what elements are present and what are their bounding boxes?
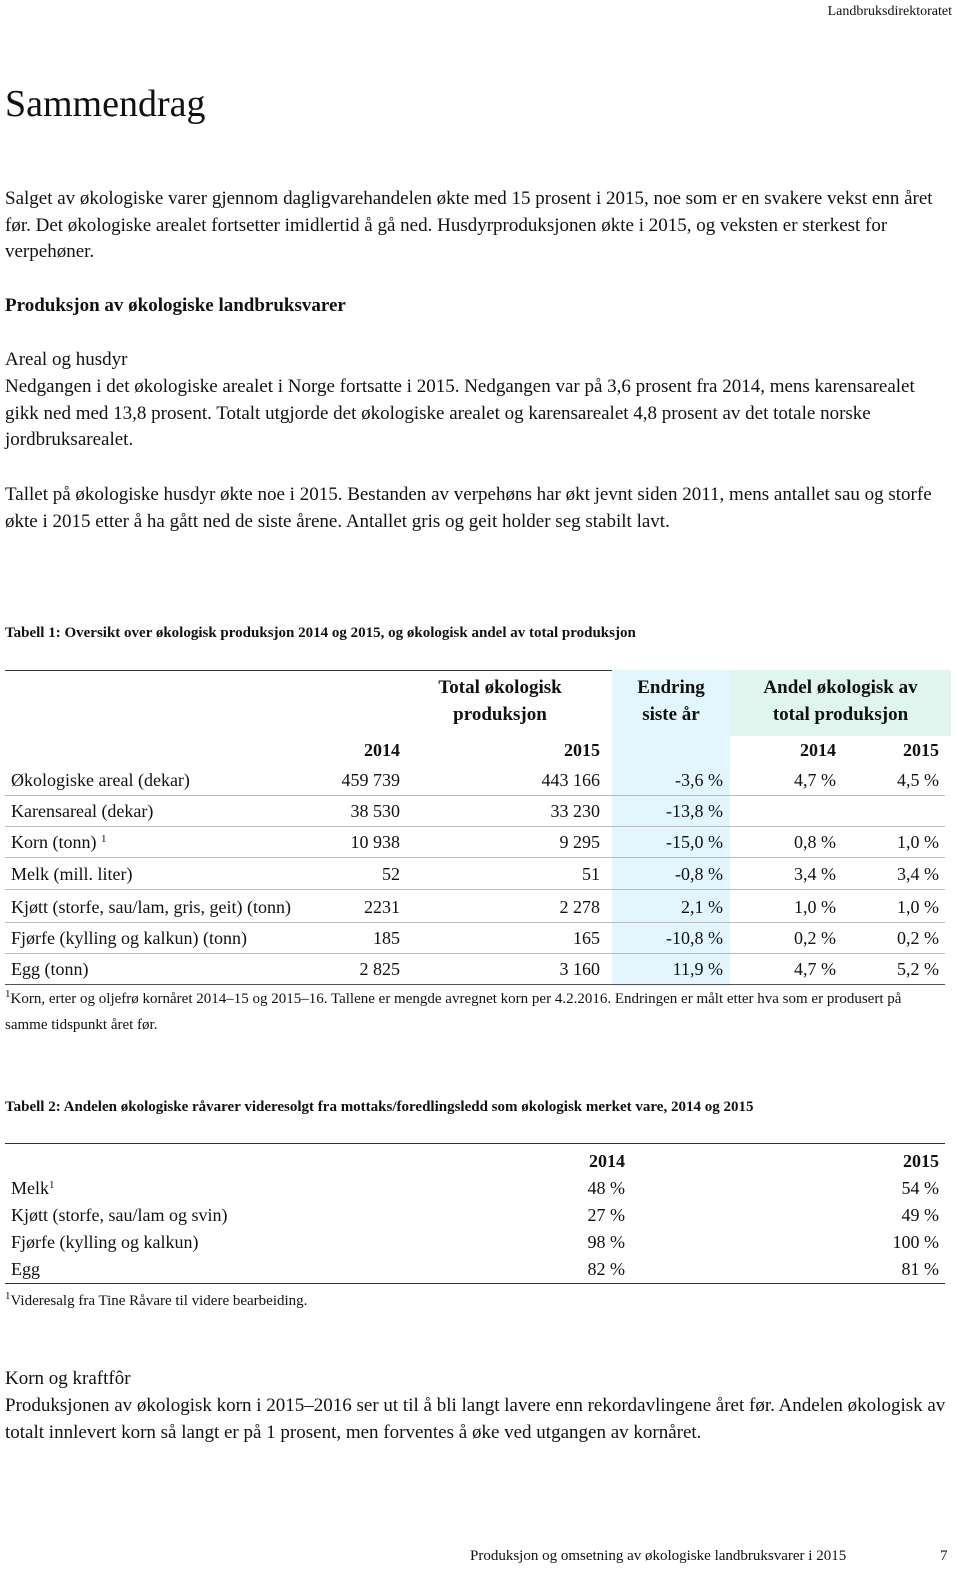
- table-row: Kjøtt (storfe, sau/lam og svin) 27 % 49 %: [11, 1205, 939, 1225]
- table-row: Økologiske areal (dekar) 459 739 443 166 -3,6 % 4,7 % 4,5 %: [5, 765, 945, 796]
- table-row: Karensareal (dekar) 38 530 33 230 -13,8 %: [5, 796, 945, 827]
- table1-year-total-2014: 2014: [364, 740, 400, 760]
- table1-year-total-2015: 2015: [564, 740, 600, 760]
- page-number: 7: [940, 1548, 948, 1564]
- table1-year-share-2014: 2014: [800, 740, 836, 760]
- table1-group-total: Total økologisk produksjon: [438, 677, 562, 725]
- table2: [5, 1146, 945, 1286]
- table-row: Egg (tonn) 2 825 3 160 11,9 % 4,7 % 5,2 %: [5, 954, 945, 985]
- table-header-row: 2014 2015: [589, 1151, 939, 1171]
- table2-top-rule: [5, 1143, 945, 1144]
- table1-year-share-2015: 2015: [903, 740, 939, 760]
- areal-paragraph-1: Nedgangen i det økologiske arealet i Norge fortsatte i 2015. Nedgangen var på 3,6 prosent fra 2014, mens karensarealet gikk ned med 13,8 prosent. Totalt utgjorde det økologiske arealet og karensarealet 4,8 prosent av det totale norske jordbruksarealet.: [5, 376, 915, 450]
- table-row: Fjørfe (kylling og kalkun) (tonn) 185 165 -10,8 % 0,2 % 0,2 %: [5, 923, 945, 954]
- intro-paragraph: Salget av økologiske varer gjennom dagligvarehandelen økte med 15 prosent i 2015, noe som er en svakere vekst enn året før. Det økologiske arealet fortsetter imidlertid å gå ned. Husdyrproduksjonen økte i 2015, og veksten er sterkest for verpehøner.: [5, 188, 933, 262]
- table-row: Melk (mill. liter) 52 51 -0,8 % 3,4 % 3,4 %: [5, 859, 945, 890]
- areal-paragraph-2: Tallet på økologiske husdyr økte noe i 2015. Bestanden av verpehøns har økt jevnt siden 2011, mens antallet sau og storfe økte i 2015 etter å ha gått ned de siste årene. Antallet gris og geit holder seg stabilt lavt.: [5, 484, 932, 532]
- table-row: Korn (tonn) $^1$ 10 938 9 295 -15,0 % 0,8 % 1,0 %: [5, 827, 945, 858]
- table2-bottom-rule: [5, 1283, 945, 1284]
- table1-group-change: Endring siste år: [637, 677, 705, 725]
- footer-title: Produksjon og omsetning av økologiske landbruksvarer i 2015: [470, 1548, 847, 1564]
- section-heading: Produksjon av økologiske landbruksvarer: [5, 295, 346, 316]
- table2-caption: Tabell 2: Andelen økologiske råvarer videresolgt fra mottaks/foredlingsledd som økologisk merket vare, 2014 og 2015: [5, 1099, 754, 1115]
- table2-footnote: $^1$Videresalg fra Tine Råvare til videre bearbeiding.: [5, 1290, 308, 1309]
- table-row: Kjøtt (storfe, sau/lam, gris, geit) (tonn) 2231 2 278 2,1 % 1,0 % 1,0 %: [5, 892, 945, 923]
- running-footer: [470, 1548, 948, 1565]
- page-title: Sammendrag: [5, 83, 206, 125]
- areal-subheading: Areal og husdyr: [5, 349, 128, 370]
- table-row: Fjørfe (kylling og kalkun) 98 % 100 %: [11, 1232, 939, 1252]
- table1: [5, 670, 945, 986]
- korn-paragraph: Produksjonen av økologisk korn i 2015–2016 ser ut til å bli langt lavere enn rekordavlingene året før. Andelen økologisk av totalt innlevert korn så langt er på 1 prosent, men forventes å øke ved utgangen av kornåret.: [5, 1395, 946, 1443]
- running-header: Landbruksdirektoratet: [827, 4, 952, 19]
- table1-footnote: $^1$Korn, erter og oljefrø kornåret 2014–15 og 2015–16. Tallene er mengde avregnet korn per 4.2.2016. Endringen er målt etter hva som er produsert på samme tidspunkt året før.: [5, 988, 902, 1033]
- table1-caption: Tabell 1: Oversikt over økologisk produksjon 2014 og 2015, og økologisk andel av total produksjon: [5, 625, 636, 641]
- table-row: Melk$^1$ 48 % 54 %: [11, 1178, 939, 1198]
- table-row: Egg 82 % 81 %: [11, 1259, 939, 1279]
- korn-subheading: Korn og kraftfôr: [5, 1368, 131, 1389]
- table1-group-share: Andel økologisk av total produksjon: [763, 677, 918, 725]
